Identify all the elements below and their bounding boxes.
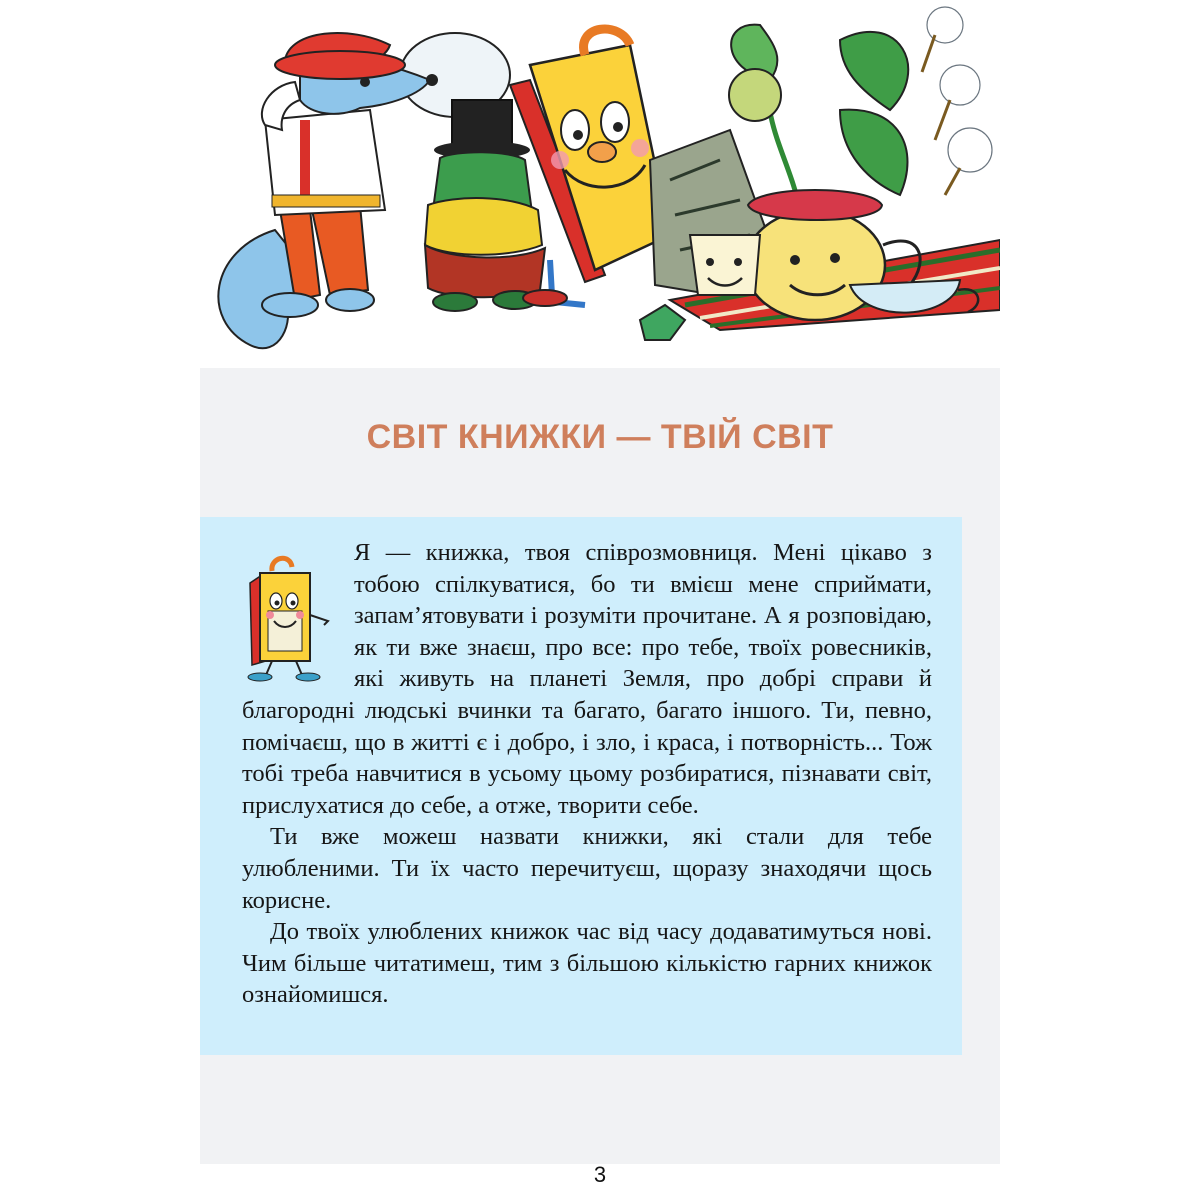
paragraph-3: До твоїх улюблених книжок час від часу додаватимуться нові. Чим більше читатимеш, тим з більшою кількістю гарних книжок ознайомишся.: [242, 918, 932, 1009]
paragraph-2: Ти вже можеш назвати книжки, які стали для тебе улюбленими. Ти їх часто перечитуєш, щоразу знаходячи щось корисне.: [242, 823, 932, 914]
page-number: 3: [593, 1162, 607, 1187]
paragraph-1: Я — книжка, твоя співрозмовниця. Мені цікаво з тобою спілкуватися, бо ти вмієш мене сприймати, запам’ятовувати і розуміти прочитане. А я розповідаю, як ти вже знаєш, про все: про тебе, твоїх ровесників, які живуть на планеті Земля, про добрі справи й благородні людські вчинки та багато, багато іншого. Ти, певно, помічаєш, що в житті є і добро, і зло, і краса, і потворність... Тож тобі треба навчитися в усьому цьому розбиратися, пізнавати світ, прислухатися до себе, а отже, творити себе.: [242, 539, 932, 819]
intro-text-box: [200, 517, 962, 1055]
illustration-drawing: [200, 0, 1000, 368]
textbook-page: [200, 0, 1000, 1200]
chapter-title: СВІТ КНИЖКИ — ТВІЙ СВІТ: [366, 418, 834, 456]
icon-spacer: [242, 537, 354, 687]
body-text: [242, 537, 932, 1011]
fairy-tale-characters-illustration: [200, 0, 1000, 368]
